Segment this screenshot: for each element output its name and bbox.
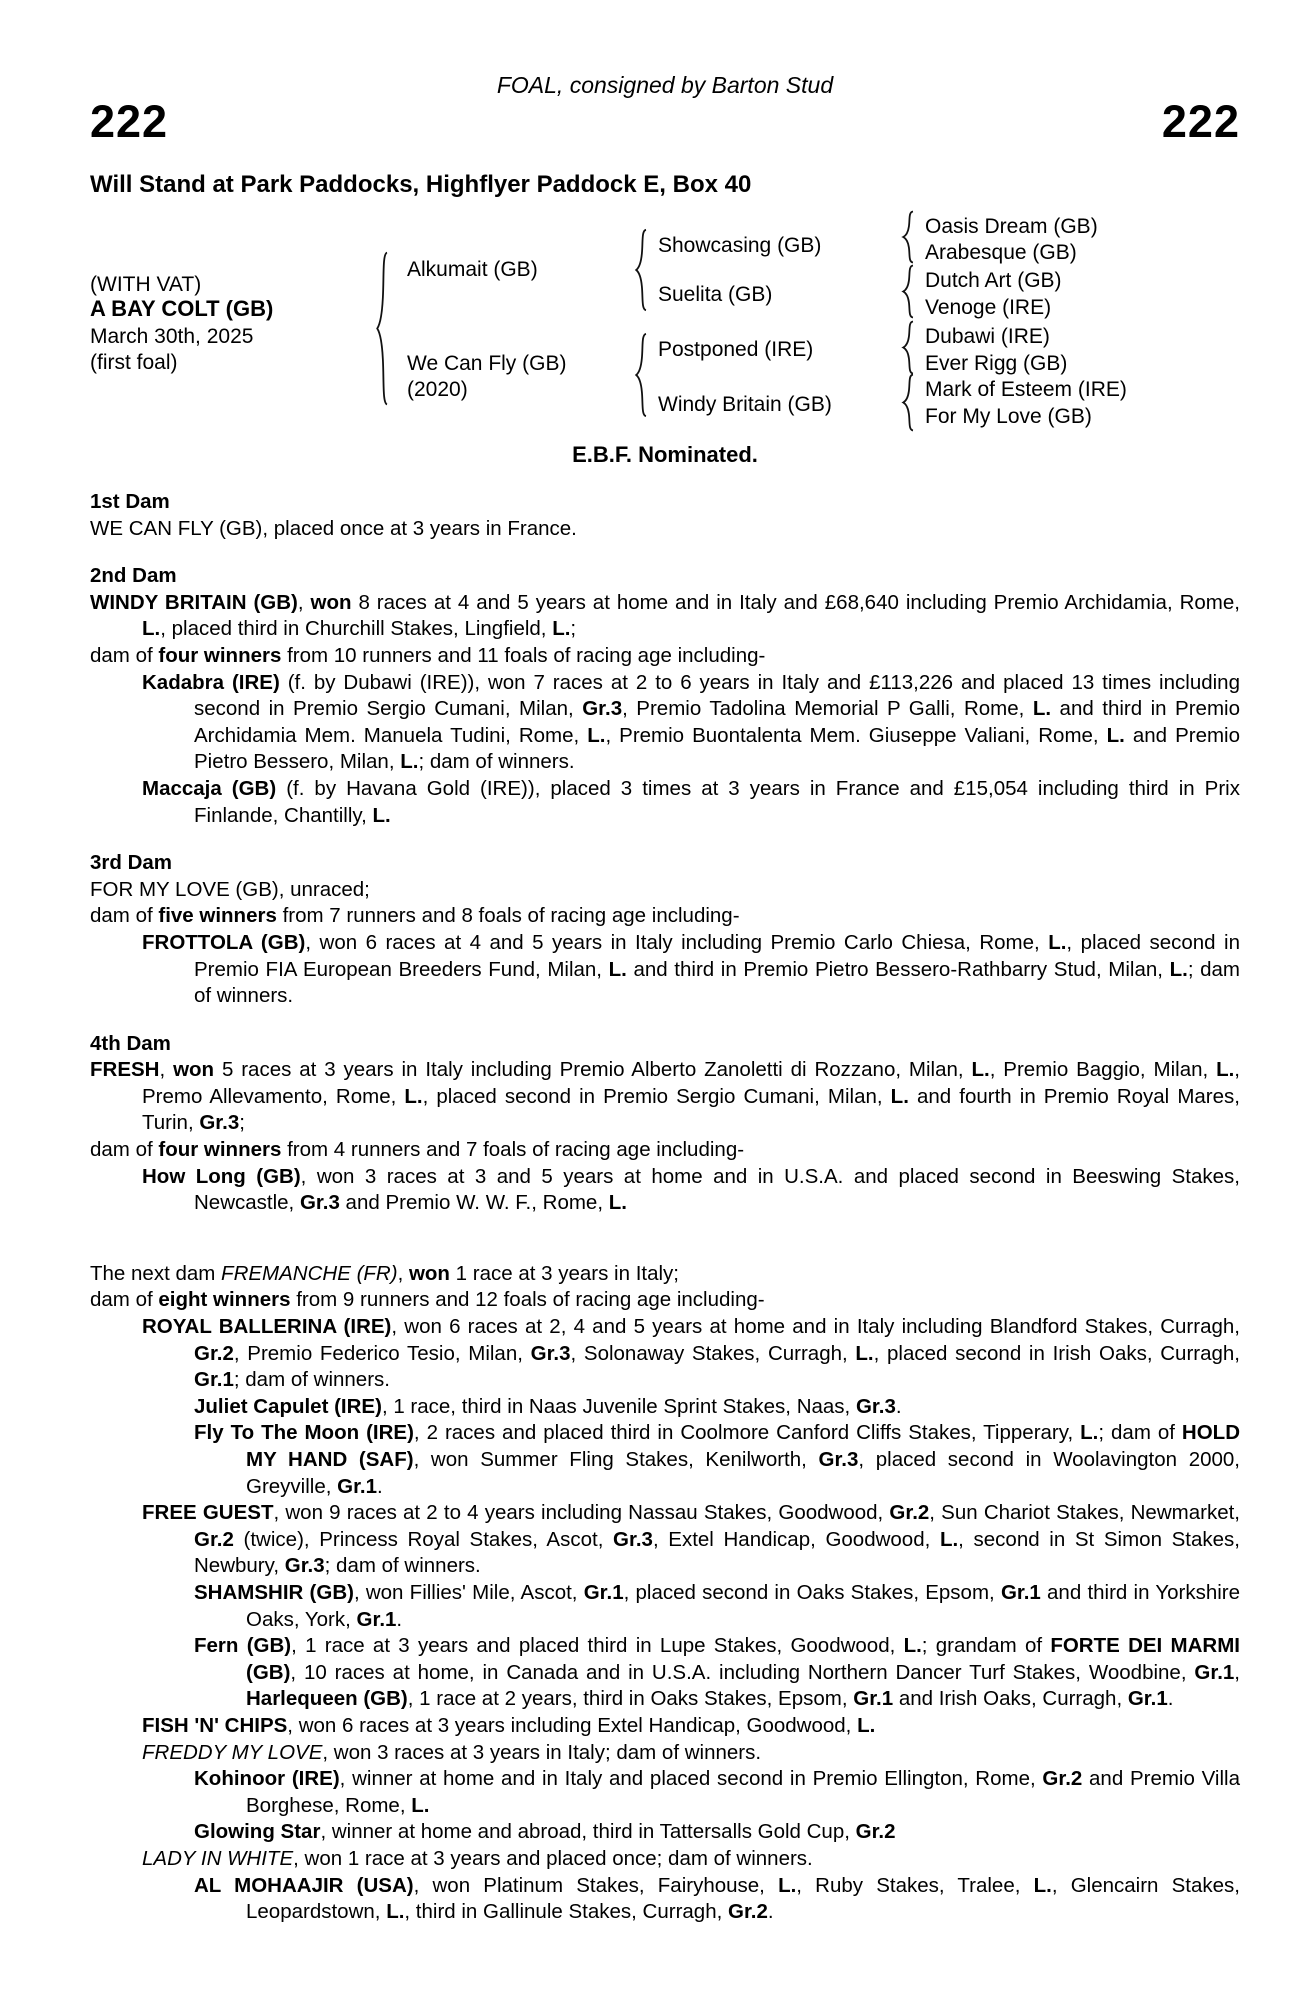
text-segment: won (310, 590, 352, 614)
pedigree-paragraph (90, 903, 1240, 930)
text-segment: , Sun Chariot Stakes, Newmarket, (929, 1501, 1240, 1525)
pedigree-paragraph (90, 1057, 1240, 1137)
text-segment: , Premio Tadolina Memorial P Galli, Rome, (622, 697, 1033, 721)
text-segment: , Glencairn Stakes, Leopardstown, (246, 1873, 1240, 1924)
dam-heading: 4th Dam (90, 1031, 171, 1055)
text-segment: and Premio Villa Borghese, Rome, (246, 1767, 1240, 1817)
text-segment: Gr.3 (284, 1554, 325, 1578)
text-segment: , won 6 races at 2, 4 and 5 years at home and in Italy including Blandford Stakes, Curragh, (391, 1315, 1240, 1339)
text-segment: L. (939, 1527, 959, 1551)
text-segment: , won Summer Fling Stakes, Kenilworth, (413, 1448, 819, 1471)
text-segment: WINDY BRITAIN (GB) (90, 590, 298, 614)
text-segment: dam of (90, 904, 159, 928)
pedigree-paragraph (90, 1287, 1240, 1314)
text-segment: SHAMSHIR (GB) (194, 1580, 354, 1604)
grandsire-name: Showcasing (GB) (658, 234, 822, 257)
pedigree-paragraph (90, 1846, 1240, 1873)
text-segment: ; dam of winners. (194, 957, 1241, 1008)
text-segment: FORTE DEI MARMI (GB) (246, 1634, 1240, 1684)
text-segment: L. (142, 617, 161, 641)
text-segment: L. (778, 1873, 797, 1897)
dam-sections (90, 489, 1240, 1926)
text-segment: Gr.3 (530, 1341, 571, 1365)
text-segment: from 10 runners and 11 foals of racing age including- (281, 643, 766, 667)
text-segment: Gr.2 (194, 1527, 234, 1551)
text-segment: , Extel Handicap, Goodwood, (652, 1527, 940, 1551)
pedigree-brace (901, 374, 916, 431)
text-segment: and Premio W. W. F., Rome, (339, 1191, 609, 1215)
text-segment: , won 3 races at 3 years in Italy; dam of winners. (322, 1740, 762, 1764)
text-segment: Harlequeen (GB) (246, 1687, 408, 1711)
text-segment: , placed third in Churchill Stakes, Lingfield, (160, 617, 553, 641)
text-segment: Kadabra (IRE) (142, 670, 280, 694)
pedigree-paragraph (90, 1314, 1240, 1394)
text-segment: WE CAN FLY (GB), placed once at 3 years in France. (90, 516, 577, 540)
pedigree-paragraph (90, 877, 1240, 904)
pedigree-brace (375, 251, 390, 406)
text-segment: ; dam of winners. (418, 750, 575, 774)
great-grandparent-name: Dubawi (IRE) (925, 325, 1050, 348)
text-segment: HOLD MY HAND (SAF) (246, 1421, 1240, 1471)
text-segment: L. (552, 617, 571, 641)
text-segment: L. (1169, 957, 1188, 981)
text-segment: LADY IN WHITE (142, 1846, 294, 1870)
text-segment: L. (1216, 1058, 1235, 1082)
text-segment: four winners (158, 643, 282, 667)
pedigree-paragraph (90, 1580, 1240, 1633)
text-segment: , won 9 races at 2 to 4 years including Nassau Stakes, Goodwood, (273, 1501, 890, 1525)
text-segment: . (377, 1474, 383, 1498)
text-segment: , placed second in Premio Sergio Cumani, Milan, (422, 1084, 891, 1108)
pedigree-paragraph (90, 670, 1240, 776)
text-segment: and fourth in Premio Royal Mares, Turin, (142, 1084, 1240, 1135)
text-segment: , winner at home and abroad, third in Tattersalls Gold Cup, (320, 1820, 856, 1844)
pedigree-paragraph (90, 1633, 1240, 1713)
great-grandparent-name: Arabesque (GB) (925, 241, 1077, 264)
text-segment: ; dam of winners. (324, 1554, 481, 1578)
pedigree-paragraph (90, 643, 1240, 670)
text-segment: and third in Premio Pietro Bessero-Rathbarry Stud, Milan, (626, 957, 1170, 981)
consignor-line: FOAL, consigned by Barton Stud (496, 72, 834, 98)
text-segment: Gr.2 (855, 1820, 896, 1844)
text-segment: L. (1033, 1873, 1052, 1897)
text-segment: dam of (90, 1138, 159, 1162)
pedigree-brace (901, 321, 916, 374)
text-segment: L. (1080, 1421, 1099, 1445)
granddam-name: Suelita (GB) (658, 283, 773, 306)
pedigree-brace (901, 211, 916, 263)
text-segment: Gr.3 (818, 1448, 859, 1471)
text-segment: Gr.1 (1127, 1687, 1168, 1711)
text-segment: eight winners (158, 1288, 291, 1312)
dam-section (90, 1031, 1240, 1217)
text-segment: , (397, 1261, 409, 1285)
text-segment: Gr.1 (356, 1607, 397, 1631)
text-segment: , 10 races at home, in Canada and in U.S.A. including Northern Dancer Turf Stakes, Woodbine, (290, 1660, 1195, 1684)
text-segment: , won 3 races at 3 and 5 years at home and in U.S.A. and placed second in Beeswing Stakes, Newcastle, (194, 1164, 1240, 1215)
colt-name: A BAY COLT (GB) (90, 296, 274, 321)
damsire-name: Postponed (IRE) (658, 338, 814, 361)
lot-number-left: 222 (90, 96, 169, 147)
ebf-nominated-line: E.B.F. Nominated. (572, 442, 758, 467)
vat-note: (WITH VAT) (90, 273, 202, 296)
text-segment: (f. by Dubawi (IRE)), won 7 races at 2 to 6 years in Italy and £113,226 and placed 13 times including second in Premio Sergio Cumani, Milan, (194, 670, 1240, 721)
text-segment: L. (1048, 930, 1067, 954)
pedigree-paragraph (90, 1873, 1240, 1926)
text-segment: , 1 race, third in Naas Juvenile Sprint Stakes, Naas, (381, 1394, 856, 1418)
pedigree-paragraph (90, 1137, 1240, 1164)
text-segment: . (396, 1607, 403, 1631)
text-segment: L. (1032, 697, 1052, 721)
pedigree-table (90, 201, 1240, 436)
dam-name: We Can Fly (GB) (407, 352, 567, 375)
pedigree-paragraph (90, 1394, 1240, 1421)
text-segment: , (159, 1058, 174, 1082)
text-segment: from 7 runners and 8 foals of racing age including- (276, 904, 740, 928)
sire-name: Alkumait (GB) (407, 258, 538, 281)
text-segment: L. (855, 1341, 874, 1365)
text-segment: from 4 runners and 7 foals of racing age including- (281, 1138, 745, 1162)
text-segment: Gr.3 (613, 1527, 653, 1551)
text-segment: FISH 'N' CHIPS (142, 1713, 288, 1737)
text-segment: L. (400, 750, 419, 774)
text-segment: . (1167, 1687, 1174, 1711)
text-segment: and third in Yorkshire Oaks, York, (246, 1580, 1241, 1631)
text-segment: ; (570, 617, 577, 641)
great-grandparent-name: Oasis Dream (GB) (925, 215, 1098, 238)
text-segment: ROYAL BALLERINA (IRE) (142, 1315, 392, 1339)
pedigree-paragraph (90, 1819, 1240, 1846)
text-segment: ; grandam of (921, 1634, 1051, 1658)
pedigree-paragraph (90, 516, 1240, 543)
text-segment: Gr.1 (194, 1368, 234, 1392)
text-segment: L. (857, 1713, 876, 1737)
text-segment: , second in St Simon Stakes, Newbury, (194, 1527, 1240, 1578)
text-segment: , (297, 590, 311, 614)
text-segment: 5 races at 3 years in Italy including Premio Alberto Zanoletti di Rozzano, Milan, (214, 1058, 972, 1082)
foal-note: (first foal) (90, 351, 178, 374)
pedigree-brace (634, 333, 649, 417)
text-segment: Gr.2 (194, 1341, 234, 1365)
text-segment: , Premio Federico Tesio, Milan, (233, 1341, 531, 1365)
text-segment: , won 1 race at 3 years and placed once; dam of winners. (293, 1846, 813, 1870)
text-segment: , won Fillies' Mile, Ascot, (353, 1580, 584, 1604)
text-segment: , 2 races and placed third in Coolmore Canford Cliffs Stakes, Tipperary, (413, 1421, 1081, 1445)
text-segment: , placed second in Irish Oaks, Curragh, (873, 1341, 1240, 1365)
text-segment: L. (903, 1634, 922, 1658)
text-segment: Gr.1 (1000, 1580, 1041, 1604)
text-segment: Gr.3 (199, 1111, 240, 1135)
text-segment: , 1 race at 2 years, third in Oaks Stakes, Epsom, (407, 1687, 854, 1711)
text-segment: and Premio Pietro Bessero, Milan, (194, 723, 1241, 774)
text-segment: ; (239, 1111, 245, 1135)
text-segment: from 9 runners and 12 foals of racing age including- (290, 1288, 765, 1312)
text-segment: FREMANCHE (FR) (221, 1261, 398, 1285)
pedigree-paragraph (90, 1261, 1240, 1288)
text-segment: dam of (90, 1288, 159, 1312)
dam-section (90, 1261, 1240, 1926)
stand-location-line: Will Stand at Park Paddocks, Highflyer Paddock E, Box 40 (90, 171, 752, 198)
dam-year: (2020) (407, 378, 468, 401)
text-segment: , won 6 races at 3 years including Extel Handicap, Goodwood, (287, 1713, 858, 1737)
text-segment: Gr.1 (853, 1687, 894, 1711)
text-segment: Gr.3 (582, 697, 623, 721)
pedigree-paragraph (90, 1740, 1240, 1767)
text-segment: . (895, 1394, 902, 1418)
dam-section (90, 563, 1240, 829)
text-segment: Gr.1 (1194, 1660, 1235, 1684)
text-segment: ; dam of winners. (233, 1368, 390, 1392)
text-segment: AL MOHAAJIR (USA) (194, 1873, 414, 1897)
text-segment: , winner at home and in Italy and placed second in Premio Ellington, Rome, (339, 1767, 1043, 1791)
text-segment: Gr.3 (299, 1191, 340, 1215)
text-segment: dam of (90, 643, 159, 667)
text-segment: 1 race at 3 years in Italy; (449, 1261, 679, 1285)
text-segment: , Premio Buontalenta Mem. Giuseppe Valiani, Rome, (605, 723, 1107, 747)
great-grandparent-name: Venoge (IRE) (925, 296, 1052, 319)
text-segment: won (173, 1058, 215, 1082)
dam-heading: 1st Dam (90, 490, 170, 513)
text-segment: (f. by Havana Gold (IRE)), placed 3 times at 3 years in France and £15,054 including third in Prix Finlande, Chantilly, (194, 776, 1240, 827)
text-segment: The next dam (90, 1261, 222, 1285)
text-segment: , (1234, 1660, 1240, 1684)
text-segment: Fern (GB) (194, 1634, 292, 1658)
text-segment: L. (608, 957, 627, 981)
pedigree-paragraph (90, 776, 1240, 829)
text-segment: L. (608, 1191, 627, 1215)
text-segment: and third in Premio Archidamia Mem. Manuela Tudini, Rome, (194, 697, 1240, 747)
text-segment: (twice), Princess Royal Stakes, Ascot, (233, 1527, 614, 1551)
text-segment: four winners (158, 1138, 282, 1162)
text-segment: , 1 race at 3 years and placed third in Lupe Stakes, Goodwood, (291, 1634, 904, 1658)
text-segment: L. (411, 1793, 430, 1817)
pedigree-paragraph (90, 590, 1240, 643)
pedigree-paragraph (90, 1766, 1240, 1819)
text-segment: , Premio Baggio, Milan, (989, 1058, 1217, 1082)
pedigree-paragraph (90, 1164, 1240, 1217)
text-segment: Gr.2 (728, 1900, 768, 1924)
pedigree-paragraph (90, 1713, 1240, 1740)
text-segment: L. (890, 1084, 909, 1108)
text-segment: Fly To The Moon (IRE) (194, 1421, 414, 1445)
text-segment: L. (587, 723, 606, 747)
text-segment: L. (404, 1084, 423, 1108)
text-segment: Juliet Capulet (IRE) (194, 1394, 382, 1418)
dam-heading: 2nd Dam (90, 564, 177, 588)
text-segment: L. (971, 1058, 990, 1082)
pedigree-paragraph (90, 1420, 1240, 1500)
text-segment: Gr.2 (889, 1501, 930, 1525)
text-segment: How Long (GB) (142, 1164, 301, 1188)
text-segment: 8 races at 4 and 5 years at home and in Italy and £68,640 including Premio Archidamia, Rome, (351, 590, 1240, 614)
great-grandparent-name: Dutch Art (GB) (925, 269, 1062, 292)
text-segment: , Solonaway Stakes, Curragh, (570, 1341, 856, 1365)
text-segment: , placed second in Premio FIA European Breeders Fund, Milan, (194, 930, 1240, 981)
text-segment: , won Platinum Stakes, Fairyhouse, (413, 1873, 779, 1897)
text-segment: Gr.1 (337, 1474, 378, 1498)
dam-section (90, 489, 1240, 542)
text-segment: , won 6 races at 4 and 5 years in Italy including Premio Carlo Chiesa, Rome, (305, 930, 1049, 954)
text-segment: . (767, 1900, 774, 1924)
pedigree-paragraph (90, 1500, 1240, 1580)
great-grandparent-name: Mark of Esteem (IRE) (925, 378, 1127, 401)
text-segment: won (408, 1261, 450, 1285)
text-segment: , placed second in Woolavington 2000, Greyville, (246, 1448, 1240, 1498)
text-segment: FREDDY MY LOVE (142, 1740, 323, 1764)
text-segment: Maccaja (GB) (142, 776, 277, 800)
text-segment: Gr.1 (583, 1580, 624, 1604)
lot-number-right: 222 (1161, 96, 1240, 147)
text-segment: L. (1106, 723, 1125, 747)
pedigree-paragraph (90, 930, 1240, 1010)
great-grandparent-name: For My Love (GB) (925, 405, 1092, 428)
pedigree-brace (901, 265, 916, 318)
text-segment: Glowing Star (194, 1820, 321, 1844)
text-segment: , third in Gallinule Stakes, Curragh, (404, 1900, 729, 1924)
text-segment: FROTTOLA (GB) (142, 930, 306, 954)
great-grandparent-name: Ever Rigg (GB) (925, 352, 1068, 375)
text-segment: five winners (158, 904, 277, 928)
second-dam-name: Windy Britain (GB) (658, 393, 832, 416)
text-segment: , placed second in Oaks Stakes, Epsom, (623, 1580, 1001, 1604)
text-segment: , Ruby Stakes, Tralee, (796, 1873, 1034, 1897)
text-segment: Gr.2 (1042, 1767, 1083, 1791)
pedigree-brace (634, 229, 649, 311)
text-segment: Gr.3 (855, 1394, 896, 1418)
lot-number-row (90, 96, 1240, 147)
dam-heading: 3rd Dam (90, 851, 173, 875)
text-segment: FRESH (90, 1058, 160, 1082)
text-segment: L. (386, 1900, 405, 1924)
foaling-date: March 30th, 2025 (90, 325, 254, 348)
text-segment: L. (372, 803, 391, 827)
text-segment: Kohinoor (IRE) (194, 1767, 340, 1791)
text-segment: FOR MY LOVE (GB), unraced; (90, 877, 370, 901)
text-segment: , Premo Allevamento, Rome, (142, 1058, 1240, 1108)
dam-section (90, 850, 1240, 1010)
text-segment: ; dam of (1098, 1421, 1182, 1445)
text-segment: FREE GUEST (142, 1501, 274, 1525)
text-segment: and Irish Oaks, Curragh, (893, 1687, 1128, 1711)
